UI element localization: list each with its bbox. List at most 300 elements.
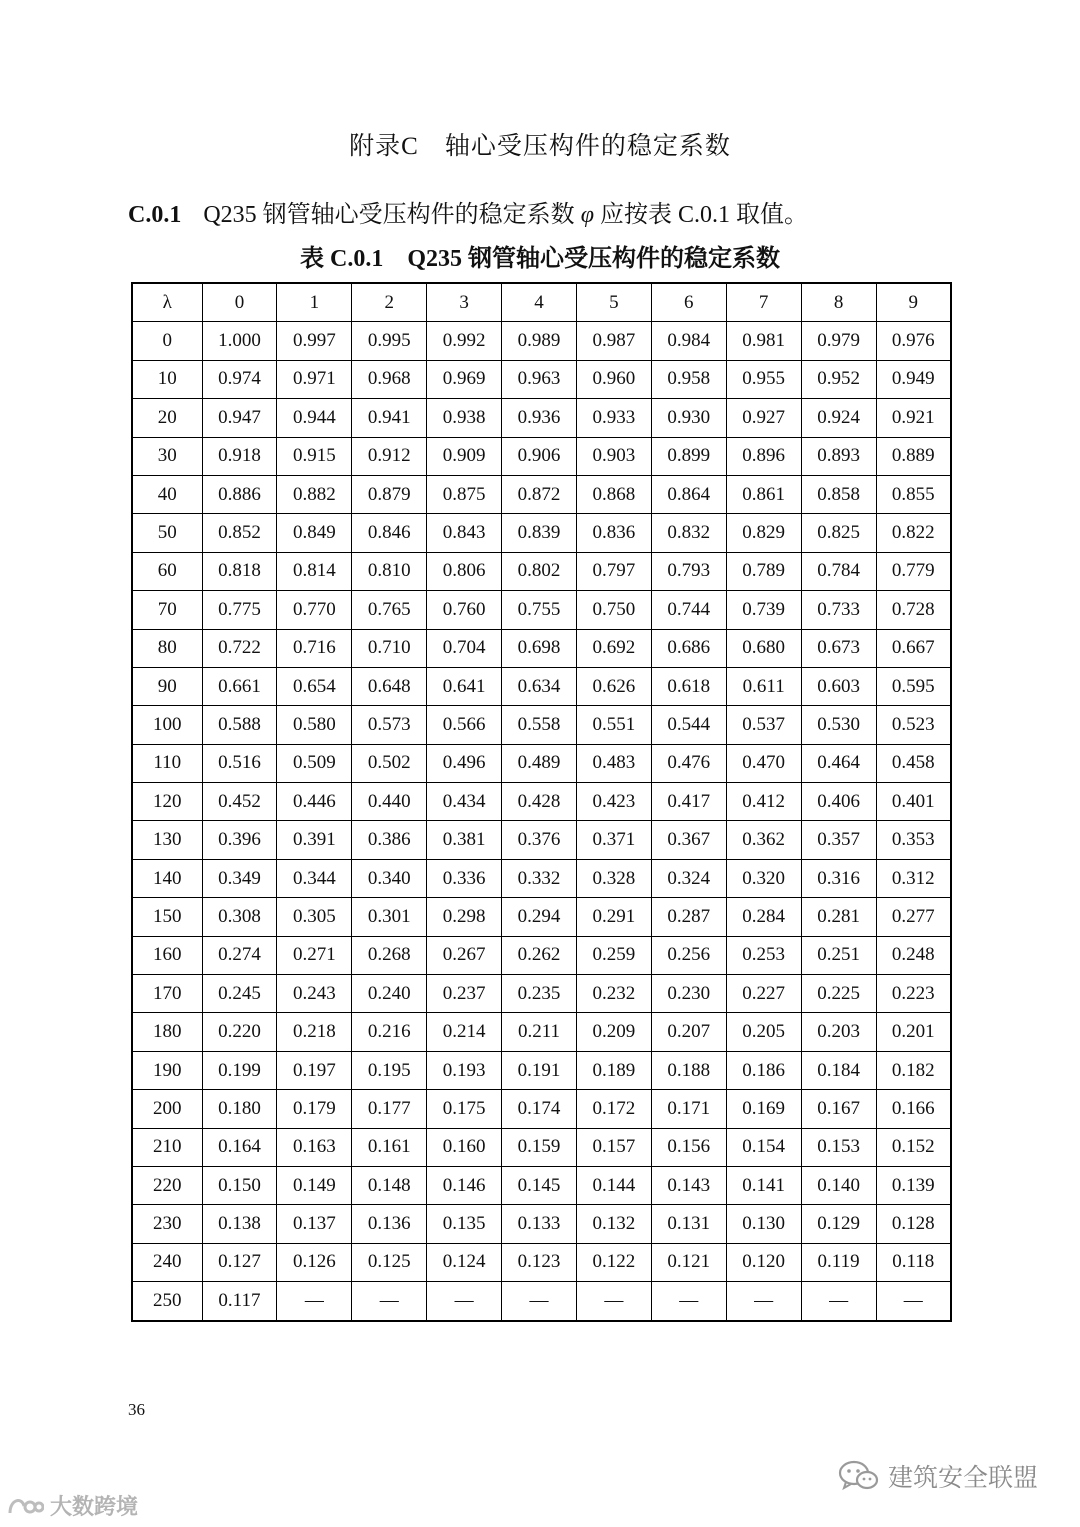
coefficient-cell: 0.523 (876, 706, 951, 744)
coefficient-cell: 0.294 (502, 898, 577, 936)
table-row (132, 1243, 951, 1281)
coefficient-cell: 0.936 (502, 399, 577, 437)
lambda-cell: 210 (132, 1128, 202, 1166)
table-caption (0, 238, 1080, 273)
coefficient-cell: 0.180 (202, 1090, 277, 1128)
header-cell-lambda: λ (132, 283, 202, 322)
lambda-cell: 130 (132, 821, 202, 859)
coefficient-cell: 0.755 (502, 591, 577, 629)
coefficient-cell: 0.941 (352, 399, 427, 437)
coefficient-cell: 0.417 (651, 783, 726, 821)
lambda-cell: 60 (132, 552, 202, 590)
coefficient-cell: 0.981 (726, 322, 801, 360)
lambda-cell: 10 (132, 360, 202, 398)
coefficient-cell: 0.648 (352, 667, 427, 705)
coefficient-cell: 0.132 (576, 1205, 651, 1243)
coefficient-cell: 0.879 (352, 475, 427, 513)
coefficient-cell: 0.237 (427, 975, 502, 1013)
coefficient-cell: 0.371 (576, 821, 651, 859)
coefficient-cell: 0.127 (202, 1243, 277, 1281)
header-cell-2: 2 (352, 283, 427, 322)
coefficient-cell: 0.728 (876, 591, 951, 629)
coefficient-cell: 0.159 (502, 1128, 577, 1166)
coefficient-cell: 0.118 (876, 1243, 951, 1281)
coefficient-cell: 0.974 (202, 360, 277, 398)
coefficient-cell: 0.992 (427, 322, 502, 360)
coefficient-cell: 0.216 (352, 1013, 427, 1051)
coefficient-cell: 0.516 (202, 744, 277, 782)
coefficient-cell: 0.130 (726, 1205, 801, 1243)
coefficient-cell: 0.281 (801, 898, 876, 936)
coefficient-cell: 0.150 (202, 1166, 277, 1204)
table-row (132, 744, 951, 782)
coefficient-cell: 0.163 (277, 1128, 352, 1166)
coefficient-cell: 0.353 (876, 821, 951, 859)
table-row (132, 552, 951, 590)
coefficient-cell: 0.144 (576, 1166, 651, 1204)
coefficient-cell: 0.530 (801, 706, 876, 744)
coefficient-cell: 0.153 (801, 1128, 876, 1166)
coefficient-cell: 0.256 (651, 936, 726, 974)
table-row (132, 898, 951, 936)
coefficient-cell: 0.227 (726, 975, 801, 1013)
appendix-title: 附录C 轴心受压构件的稳定系数 (349, 133, 731, 160)
coefficient-cell: 0.641 (427, 667, 502, 705)
table-row (132, 1051, 951, 1089)
clause-text-after: 应按表 C.0.1 取值。 (593, 202, 808, 228)
coefficient-cell: 0.140 (801, 1166, 876, 1204)
coefficient-cell: 0.843 (427, 514, 502, 552)
lambda-cell: 230 (132, 1205, 202, 1243)
coefficient-cell: 0.611 (726, 667, 801, 705)
coefficient-cell: 0.903 (576, 437, 651, 475)
coefficient-cell: 0.305 (277, 898, 352, 936)
coefficient-cell: 0.802 (502, 552, 577, 590)
coefficient-cell: 0.267 (427, 936, 502, 974)
coefficient-cell: — (726, 1282, 801, 1321)
coefficient-cell: 0.308 (202, 898, 277, 936)
coefficient-cell: — (277, 1282, 352, 1321)
coefficient-cell: 0.223 (876, 975, 951, 1013)
coefficient-cell: 0.133 (502, 1205, 577, 1243)
coefficient-cell: 0.381 (427, 821, 502, 859)
coefficient-cell: 0.340 (352, 859, 427, 897)
coefficient-cell: 0.268 (352, 936, 427, 974)
table-row (132, 706, 951, 744)
coefficient-cell: 0.654 (277, 667, 352, 705)
coefficient-cell: 0.128 (876, 1205, 951, 1243)
coefficient-cell: — (651, 1282, 726, 1321)
coefficient-cell: 0.188 (651, 1051, 726, 1089)
coefficient-cell: 0.189 (576, 1051, 651, 1089)
coefficient-cell: 0.893 (801, 437, 876, 475)
coefficient-cell: 0.704 (427, 629, 502, 667)
lambda-cell: 20 (132, 399, 202, 437)
coefficient-cell: 0.971 (277, 360, 352, 398)
coefficient-cell: 0.470 (726, 744, 801, 782)
clause-c01 (128, 194, 808, 229)
coefficient-cell: 0.458 (876, 744, 951, 782)
lambda-cell: 250 (132, 1282, 202, 1321)
coefficient-cell: — (502, 1282, 577, 1321)
coefficient-cell: 0.203 (801, 1013, 876, 1051)
table-row (132, 1282, 951, 1321)
coefficient-cell: — (576, 1282, 651, 1321)
coefficient-cell: 0.924 (801, 399, 876, 437)
table-row (132, 437, 951, 475)
coefficient-cell: 0.336 (427, 859, 502, 897)
coefficient-cell: 0.580 (277, 706, 352, 744)
coefficient-cell: 0.849 (277, 514, 352, 552)
lambda-cell: 80 (132, 629, 202, 667)
watermark-left-text: 大数跨境 (50, 1495, 139, 1520)
coefficient-cell: 0.248 (876, 936, 951, 974)
lambda-cell: 150 (132, 898, 202, 936)
coefficient-cell: 0.141 (726, 1166, 801, 1204)
header-cell-5: 5 (576, 283, 651, 322)
coefficient-cell: 0.537 (726, 706, 801, 744)
coefficient-cell: 0.349 (202, 859, 277, 897)
coefficient-cell: 0.207 (651, 1013, 726, 1051)
coefficient-cell: 0.156 (651, 1128, 726, 1166)
coefficient-cell: 0.218 (277, 1013, 352, 1051)
coefficient-cell: 0.739 (726, 591, 801, 629)
coefficient-cell: 0.958 (651, 360, 726, 398)
coefficient-cell: 0.968 (352, 360, 427, 398)
coefficient-cell: 0.603 (801, 667, 876, 705)
table-row (132, 667, 951, 705)
coefficient-cell: 0.933 (576, 399, 651, 437)
coefficient-cell: 0.123 (502, 1243, 577, 1281)
coefficient-cell: 0.440 (352, 783, 427, 821)
coefficient-cell: 0.818 (202, 552, 277, 590)
coefficient-cell: 0.209 (576, 1013, 651, 1051)
coefficient-cell: 0.324 (651, 859, 726, 897)
coefficient-cell: 0.386 (352, 821, 427, 859)
coefficient-cell: 0.634 (502, 667, 577, 705)
table-row (132, 1013, 951, 1051)
coefficient-cell: 0.868 (576, 475, 651, 513)
table-row (132, 975, 951, 1013)
coefficient-cell: 0.750 (576, 591, 651, 629)
coefficient-cell: 0.367 (651, 821, 726, 859)
lambda-cell: 50 (132, 514, 202, 552)
coefficient-cell: — (352, 1282, 427, 1321)
table-header-row (132, 283, 951, 322)
coefficient-cell: 0.197 (277, 1051, 352, 1089)
header-cell-8: 8 (801, 283, 876, 322)
coefficient-cell: — (801, 1282, 876, 1321)
coefficient-cell: 0.172 (576, 1090, 651, 1128)
coefficient-cell: 0.770 (277, 591, 352, 629)
coefficient-cell: 0.277 (876, 898, 951, 936)
coefficient-cell: 0.235 (502, 975, 577, 1013)
header-cell-9: 9 (876, 283, 951, 322)
coefficient-cell: 0.412 (726, 783, 801, 821)
coefficient-cell: 0.979 (801, 322, 876, 360)
coefficient-cell: 0.969 (427, 360, 502, 398)
coefficient-cell: 0.952 (801, 360, 876, 398)
coefficient-cell: 0.984 (651, 322, 726, 360)
coefficient-cell: 0.121 (651, 1243, 726, 1281)
lambda-cell: 160 (132, 936, 202, 974)
coefficient-cell: 0.154 (726, 1128, 801, 1166)
coefficient-cell: 0.483 (576, 744, 651, 782)
coefficient-cell: 0.195 (352, 1051, 427, 1089)
coefficient-cell: 0.588 (202, 706, 277, 744)
coefficient-cell: 0.126 (277, 1243, 352, 1281)
lambda-cell: 120 (132, 783, 202, 821)
lambda-cell: 190 (132, 1051, 202, 1089)
watermark-right-text: 建筑安全联盟 (888, 1463, 1039, 1492)
coefficient-cell: 0.544 (651, 706, 726, 744)
coefficient-cell: 0.716 (277, 629, 352, 667)
coefficient-cell: 0.284 (726, 898, 801, 936)
coefficient-cell: 0.434 (427, 783, 502, 821)
coefficient-cell: 0.129 (801, 1205, 876, 1243)
coefficient-cell: 0.618 (651, 667, 726, 705)
coefficient-cell: 0.191 (502, 1051, 577, 1089)
coefficient-cell: 0.864 (651, 475, 726, 513)
coefficient-cell: 0.938 (427, 399, 502, 437)
coefficient-cell: 0.686 (651, 629, 726, 667)
coefficient-cell: 0.274 (202, 936, 277, 974)
coefficient-cell: 0.138 (202, 1205, 277, 1243)
coefficient-cell: 0.396 (202, 821, 277, 859)
coefficient-cell: 0.406 (801, 783, 876, 821)
coefficient-cell: 0.947 (202, 399, 277, 437)
coefficient-cell: 0.573 (352, 706, 427, 744)
lambda-cell: 240 (132, 1243, 202, 1281)
coefficient-cell: 0.489 (502, 744, 577, 782)
coefficient-cell: 0.464 (801, 744, 876, 782)
lambda-cell: 40 (132, 475, 202, 513)
table-row (132, 1090, 951, 1128)
coefficient-cell: 0.822 (876, 514, 951, 552)
coefficient-cell: 0.177 (352, 1090, 427, 1128)
coefficient-cell: 0.214 (427, 1013, 502, 1051)
header-cell-3: 3 (427, 283, 502, 322)
coefficient-cell: 0.558 (502, 706, 577, 744)
coefficient-cell: 0.160 (427, 1128, 502, 1166)
coefficient-cell: 0.135 (427, 1205, 502, 1243)
coefficient-cell: 0.825 (801, 514, 876, 552)
table-body (132, 322, 951, 1321)
coefficient-cell: 0.452 (202, 783, 277, 821)
coefficient-cell: 0.944 (277, 399, 352, 437)
coefficient-cell: 0.899 (651, 437, 726, 475)
table-row (132, 1205, 951, 1243)
coefficient-cell: 0.765 (352, 591, 427, 629)
coefficient-cell: 0.875 (427, 475, 502, 513)
watermark-right (838, 1458, 1038, 1494)
coefficient-cell: 0.906 (502, 437, 577, 475)
coefficient-cell: 0.251 (801, 936, 876, 974)
coefficient-cell: 0.391 (277, 821, 352, 859)
coefficient-cell: 0.595 (876, 667, 951, 705)
phi-symbol: φ (580, 202, 594, 228)
coefficient-cell: 0.997 (277, 322, 352, 360)
coefficient-cell: 0.175 (427, 1090, 502, 1128)
clause-text-before: Q235 钢管轴心受压构件的稳定系数 (203, 202, 581, 228)
coefficient-cell: 0.201 (876, 1013, 951, 1051)
coefficient-cell: 0.912 (352, 437, 427, 475)
coefficient-cell: 0.161 (352, 1128, 427, 1166)
wechat-icon (838, 1459, 880, 1493)
coefficient-cell: 0.253 (726, 936, 801, 974)
coefficient-cell: 0.976 (876, 322, 951, 360)
coefficient-cell: 0.872 (502, 475, 577, 513)
coefficient-cell: 0.930 (651, 399, 726, 437)
coefficient-cell: 0.626 (576, 667, 651, 705)
coefficient-cell: 0.205 (726, 1013, 801, 1051)
coefficient-cell: 0.357 (801, 821, 876, 859)
coefficient-cell: 0.896 (726, 437, 801, 475)
coefficient-cell: 0.344 (277, 859, 352, 897)
logo-icon (6, 1493, 44, 1519)
coefficient-cell: 0.167 (801, 1090, 876, 1128)
lambda-cell: 110 (132, 744, 202, 782)
coefficient-cell: 0.710 (352, 629, 427, 667)
coefficient-cell: 0.117 (202, 1282, 277, 1321)
coefficient-cell: 0.960 (576, 360, 651, 398)
header-cell-4: 4 (502, 283, 577, 322)
coefficient-cell: 0.401 (876, 783, 951, 821)
table-row (132, 859, 951, 897)
coefficient-cell: 0.362 (726, 821, 801, 859)
table-row (132, 360, 951, 398)
coefficient-cell: 0.680 (726, 629, 801, 667)
coefficient-cell: 0.332 (502, 859, 577, 897)
table-row (132, 1166, 951, 1204)
coefficient-cell: 0.124 (427, 1243, 502, 1281)
coefficient-cell: 0.182 (876, 1051, 951, 1089)
coefficient-cell: 0.496 (427, 744, 502, 782)
table-row (132, 475, 951, 513)
lambda-cell: 170 (132, 975, 202, 1013)
coefficient-cell: 0.174 (502, 1090, 577, 1128)
coefficient-cell: 0.692 (576, 629, 651, 667)
coefficient-cell: 0.744 (651, 591, 726, 629)
coefficient-cell: — (427, 1282, 502, 1321)
coefficient-cell: 0.243 (277, 975, 352, 1013)
coefficient-cell: 0.171 (651, 1090, 726, 1128)
lambda-cell: 200 (132, 1090, 202, 1128)
table-caption-number: 表 C.0.1 (299, 246, 384, 272)
coefficient-cell: 0.271 (277, 936, 352, 974)
coefficient-cell: — (876, 1282, 951, 1321)
coefficient-cell: 0.179 (277, 1090, 352, 1128)
coefficient-cell: 0.166 (876, 1090, 951, 1128)
coefficient-cell: 0.889 (876, 437, 951, 475)
lambda-cell: 180 (132, 1013, 202, 1051)
coefficient-cell: 0.225 (801, 975, 876, 1013)
coefficient-cell: 0.259 (576, 936, 651, 974)
table-row (132, 783, 951, 821)
coefficient-cell: 0.139 (876, 1166, 951, 1204)
coefficient-cell: 0.148 (352, 1166, 427, 1204)
coefficient-cell: 0.846 (352, 514, 427, 552)
coefficient-cell: 0.320 (726, 859, 801, 897)
coefficient-cell: 0.832 (651, 514, 726, 552)
coefficient-cell: 0.886 (202, 475, 277, 513)
header-cell-1: 1 (277, 283, 352, 322)
coefficient-cell: 0.240 (352, 975, 427, 1013)
lambda-cell: 220 (132, 1166, 202, 1204)
coefficient-cell: 0.829 (726, 514, 801, 552)
coefficient-cell: 0.301 (352, 898, 427, 936)
watermark-left (6, 1490, 138, 1521)
table-row (132, 821, 951, 859)
coefficient-cell: 0.858 (801, 475, 876, 513)
coefficient-cell: 0.882 (277, 475, 352, 513)
coefficient-cell: 0.120 (726, 1243, 801, 1281)
coefficient-cell: 0.784 (801, 552, 876, 590)
coefficient-cell: 0.955 (726, 360, 801, 398)
coefficient-cell: 0.779 (876, 552, 951, 590)
header-cell-7: 7 (726, 283, 801, 322)
coefficient-cell: 0.760 (427, 591, 502, 629)
coefficient-cell: 0.806 (427, 552, 502, 590)
coefficient-cell: 0.722 (202, 629, 277, 667)
coefficient-cell: 0.861 (726, 475, 801, 513)
coefficient-cell: 0.789 (726, 552, 801, 590)
coefficient-cell: 0.509 (277, 744, 352, 782)
coefficient-cell: 0.193 (427, 1051, 502, 1089)
coefficient-cell: 0.793 (651, 552, 726, 590)
coefficient-cell: 0.146 (427, 1166, 502, 1204)
coefficient-cell: 0.810 (352, 552, 427, 590)
table-row (132, 322, 951, 360)
stability-coefficient-table (131, 282, 952, 1322)
coefficient-cell: 0.797 (576, 552, 651, 590)
table-row (132, 591, 951, 629)
coefficient-cell: 0.312 (876, 859, 951, 897)
coefficient-cell: 0.136 (352, 1205, 427, 1243)
coefficient-cell: 0.963 (502, 360, 577, 398)
coefficient-cell: 0.987 (576, 322, 651, 360)
coefficient-cell: 0.566 (427, 706, 502, 744)
coefficient-cell: 0.152 (876, 1128, 951, 1166)
coefficient-cell: 0.949 (876, 360, 951, 398)
coefficient-cell: 0.328 (576, 859, 651, 897)
coefficient-cell: 0.551 (576, 706, 651, 744)
coefficient-cell: 0.291 (576, 898, 651, 936)
coefficient-cell: 0.287 (651, 898, 726, 936)
coefficient-cell: 0.423 (576, 783, 651, 821)
coefficient-cell: 0.125 (352, 1243, 427, 1281)
coefficient-cell: 0.245 (202, 975, 277, 1013)
lambda-cell: 100 (132, 706, 202, 744)
coefficient-cell: 0.169 (726, 1090, 801, 1128)
coefficient-cell: 0.230 (651, 975, 726, 1013)
coefficient-cell: 0.476 (651, 744, 726, 782)
coefficient-cell: 0.145 (502, 1166, 577, 1204)
coefficient-cell: 0.164 (202, 1128, 277, 1166)
clause-number: C.0.1 (128, 202, 182, 228)
coefficient-cell: 0.921 (876, 399, 951, 437)
coefficient-cell: 0.149 (277, 1166, 352, 1204)
coefficient-cell: 0.661 (202, 667, 277, 705)
coefficient-cell: 0.909 (427, 437, 502, 475)
coefficient-cell: 0.199 (202, 1051, 277, 1089)
coefficient-cell: 0.836 (576, 514, 651, 552)
table-row (132, 1128, 951, 1166)
table-row (132, 936, 951, 974)
coefficient-cell: 0.673 (801, 629, 876, 667)
coefficient-cell: 0.918 (202, 437, 277, 475)
coefficient-cell: 0.733 (801, 591, 876, 629)
